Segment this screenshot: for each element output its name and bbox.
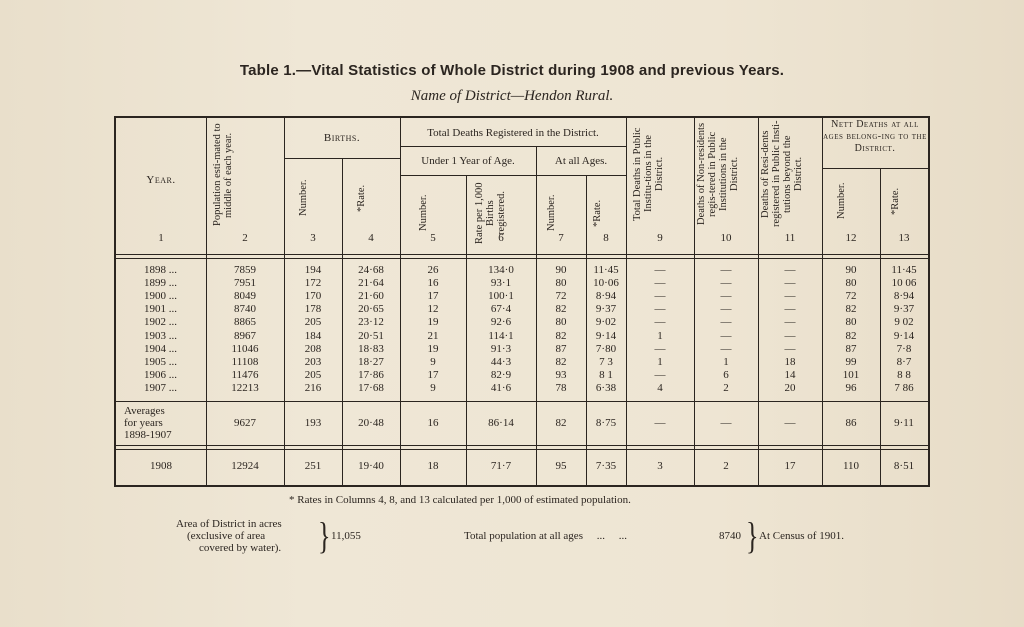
area-label-line3: covered by water). — [199, 542, 282, 554]
averages-cell: 86·14 — [488, 417, 514, 429]
table-cell: — — [720, 264, 732, 276]
table-cell: — — [784, 329, 796, 342]
table-cell: 23·12 — [358, 316, 384, 329]
column-number: 6 — [498, 232, 504, 244]
final-row-cell: 18 — [427, 460, 439, 472]
averages-cell: 8·75 — [595, 417, 617, 429]
table-cell: 8·7 — [896, 355, 912, 368]
header-births-number: Number. — [298, 179, 309, 217]
table-cell: 18·83 — [358, 342, 384, 355]
header-rule — [822, 168, 928, 169]
table-cell: 21·64 — [358, 277, 384, 290]
table-cell: 91·3 — [490, 342, 512, 355]
area-label-line2: (exclusive of area — [187, 530, 266, 542]
table-cell: 14 — [784, 368, 796, 381]
table-cell: 1 — [657, 355, 663, 368]
table-cell: 20·65 — [358, 303, 384, 316]
table-cell: 82 — [555, 355, 567, 368]
table-cell: 114·1 — [488, 329, 514, 342]
final-row-top-rule — [116, 445, 928, 446]
column-number: 11 — [784, 232, 796, 244]
row-year: 1898 ... — [144, 264, 177, 276]
table-cell: 17·68 — [358, 381, 384, 394]
table-cell: 16 — [427, 277, 439, 290]
averages-label-line3: 1898-1907 — [124, 429, 172, 441]
averages-cell: 193 — [304, 417, 322, 429]
header-bottom-rule — [116, 258, 928, 259]
table-cell: 7859 — [234, 264, 256, 276]
averages-cell: 82 — [555, 417, 567, 429]
table-cell: 9·37 — [595, 303, 617, 316]
final-row-cell: 3 — [657, 460, 663, 472]
table-cell: 8967 — [234, 329, 256, 342]
column-number: 10 — [720, 232, 732, 244]
table-cell: 80 — [845, 277, 857, 290]
table-cell: — — [784, 290, 796, 303]
table-cell: 1 — [657, 329, 663, 342]
area-value: 11,055 — [331, 530, 361, 542]
table-cell: 26 — [427, 264, 439, 276]
table-cell: — — [784, 303, 796, 316]
table-cell: 101 — [842, 368, 860, 381]
header-deaths-residents: Deaths of Resi-dents registered in Public Insti-tutions beyond the District. — [760, 120, 804, 228]
table-cell: 9·14 — [595, 329, 617, 342]
table-cell: 7 86 — [894, 381, 914, 394]
table-cell: 8 1 — [599, 368, 613, 381]
table-cell: 21·60 — [358, 290, 384, 303]
column-number: 8 — [603, 232, 609, 244]
header-rule — [400, 146, 626, 147]
header-population: Population esti-mated to middle of each year. — [212, 123, 234, 227]
header-births-rate: *Rate. — [356, 184, 367, 212]
table-cell: 12213 — [231, 381, 259, 394]
column-number: 13 — [898, 232, 910, 244]
row-year: 1901 ... — [144, 303, 177, 316]
header-total-deaths: Total Deaths Registered in the District. — [427, 127, 599, 139]
census-note: At Census of 1901. — [759, 530, 844, 542]
averages-label-line1: Averages — [124, 405, 165, 417]
table-cell: 11·45 — [891, 264, 917, 276]
averages-cell: — — [654, 417, 666, 429]
table-cell: 172 — [304, 277, 322, 290]
averages-cell: 16 — [427, 417, 439, 429]
row-year: 1905 ... — [144, 355, 177, 368]
header-year: Year. — [146, 174, 176, 186]
header-bottom-rule — [116, 254, 928, 255]
header-all-rate: *Rate. — [592, 199, 603, 227]
table-cell: 9 — [430, 355, 436, 368]
table-subtitle: Name of District—Hendon Rural. — [410, 88, 614, 104]
header-rule — [284, 158, 400, 159]
final-row-cell: 71·7 — [490, 460, 512, 472]
header-deaths-nonresidents: Deaths of Non-residents regis-tered in Public Institutions in the District. — [696, 122, 740, 226]
final-row-cell: 17 — [784, 460, 796, 472]
table-cell: 216 — [304, 381, 322, 394]
column-number: 12 — [845, 232, 857, 244]
table-cell: 17 — [427, 368, 439, 381]
table-cell: 44·3 — [490, 355, 512, 368]
column-number: 9 — [657, 232, 663, 244]
final-row-cell: 95 — [555, 460, 567, 472]
averages-cell: 86 — [845, 417, 857, 429]
table-cell: 20·51 — [358, 329, 384, 342]
vital-statistics-table — [114, 116, 930, 487]
table-cell: 18 — [784, 355, 796, 368]
header-u1-number: Number. — [418, 194, 429, 232]
table-cell: 205 — [304, 316, 322, 329]
table-cell: 6 — [723, 368, 729, 381]
header-all-number: Number. — [546, 194, 557, 232]
column-number: 3 — [310, 232, 316, 244]
table-cell: 17·86 — [358, 368, 384, 381]
population-value: 8740 — [719, 530, 741, 542]
table-cell: — — [654, 303, 666, 316]
table-cell: 208 — [304, 342, 322, 355]
table-cell: 96 — [845, 381, 857, 394]
column-number: 5 — [430, 232, 436, 244]
table-title: Table 1.—Vital Statistics of Whole District during 1908 and previous Years. — [239, 62, 785, 79]
table-cell: 67·4 — [490, 303, 512, 316]
table-cell: 20 — [784, 381, 796, 394]
table-cell: 21 — [427, 329, 439, 342]
averages-cell: 20·48 — [358, 417, 384, 429]
averages-label-line2: for years — [124, 417, 163, 429]
column-number: 4 — [368, 232, 374, 244]
table-cell: 7 3 — [599, 355, 613, 368]
table-cell: 78 — [555, 381, 567, 394]
table-cell: 87 — [845, 342, 857, 355]
row-year: 1903 ... — [144, 329, 177, 342]
final-row-cell: 110 — [842, 460, 860, 472]
header-at-all-ages: At all Ages. — [554, 155, 608, 167]
table-cell: 8·94 — [893, 290, 915, 303]
table-cell: 170 — [304, 290, 322, 303]
table-cell: 19 — [427, 342, 439, 355]
table-cell: — — [784, 316, 796, 329]
table-cell: 24·68 — [358, 264, 384, 276]
table-cell: 11·45 — [593, 264, 619, 276]
table-cell: 205 — [304, 368, 322, 381]
table-cell: — — [720, 316, 732, 329]
table-cell: 92·6 — [490, 316, 512, 329]
table-cell: — — [654, 342, 666, 355]
table-cell: 11046 — [231, 342, 259, 355]
table-cell: — — [784, 264, 796, 276]
final-row-cell: 12924 — [231, 460, 259, 472]
table-cell: 17 — [427, 290, 439, 303]
table-cell: 184 — [304, 329, 322, 342]
table-cell: — — [654, 368, 666, 381]
table-cell: 8 8 — [897, 368, 911, 381]
table-cell: 9 — [430, 381, 436, 394]
table-cell: 93·1 — [490, 277, 512, 290]
table-cell: 72 — [555, 290, 567, 303]
table-cell: 4 — [657, 381, 663, 394]
table-cell: 10·06 — [593, 277, 619, 290]
table-cell: 41·6 — [490, 381, 512, 394]
table-cell: 9·14 — [893, 329, 915, 342]
table-cell: 6·38 — [595, 381, 617, 394]
table-cell: 7·8 — [896, 342, 912, 355]
final-row-cell: 251 — [304, 460, 322, 472]
table-cell: 90 — [845, 264, 857, 276]
header-under-1: Under 1 Year of Age. — [421, 155, 515, 167]
table-cell: 7951 — [234, 277, 256, 290]
column-number: 1 — [158, 232, 164, 244]
column-number: 7 — [558, 232, 564, 244]
table-cell: — — [720, 290, 732, 303]
final-row-cell: 19·40 — [358, 460, 384, 472]
table-cell: — — [654, 264, 666, 276]
final-row-cell: 7·35 — [595, 460, 617, 472]
table-cell: 82 — [555, 329, 567, 342]
table-cell: 11476 — [231, 368, 259, 381]
table-cell: 11108 — [231, 355, 259, 368]
table-cell: 9 02 — [894, 316, 914, 329]
table-cell: 194 — [304, 264, 322, 276]
table-cell: 8·94 — [595, 290, 617, 303]
table-cell: — — [654, 290, 666, 303]
table-cell: 100·1 — [488, 290, 514, 303]
table-cell: — — [720, 277, 732, 290]
population-brace: } — [746, 515, 759, 558]
table-cell: 82 — [845, 329, 857, 342]
table-cell: 8865 — [234, 316, 256, 329]
table-cell: — — [720, 329, 732, 342]
row-year: 1907 ... — [144, 381, 177, 394]
area-brace: } — [318, 515, 331, 558]
table-cell: 19 — [427, 316, 439, 329]
table-cell: 134·0 — [488, 264, 514, 276]
table-cell: 178 — [304, 303, 322, 316]
header-nett-number: Number. — [836, 182, 847, 220]
table-cell: 80 — [555, 316, 567, 329]
header-deaths-public: Total Deaths in Public Institu-tions in the District. — [632, 127, 665, 221]
final-row-cell: 2 — [723, 460, 729, 472]
table-cell: 80 — [845, 316, 857, 329]
table-cell: 99 — [845, 355, 857, 368]
table-cell: — — [654, 277, 666, 290]
table-cell: 7·80 — [595, 342, 617, 355]
table-cell: 80 — [555, 277, 567, 290]
table-cell: 90 — [555, 264, 567, 276]
averages-cell: — — [784, 417, 796, 429]
row-year: 1904 ... — [144, 342, 177, 355]
table-cell: — — [784, 342, 796, 355]
averages-cell: 9·11 — [894, 417, 914, 429]
row-year: 1899 ... — [144, 277, 177, 290]
averages-cell: — — [720, 417, 732, 429]
table-cell: 9·37 — [893, 303, 915, 316]
header-nett-deaths: Nett Deaths at all ages belong-ing to the District. — [823, 119, 927, 154]
area-label-line1: Area of District in acres — [176, 518, 282, 530]
table-cell: 82·9 — [490, 368, 512, 381]
header-births: Births. — [323, 132, 361, 144]
table-cell: 72 — [845, 290, 857, 303]
table-cell: 203 — [304, 355, 322, 368]
row-year: 1906 ... — [144, 368, 177, 381]
row-year: 1900 ... — [144, 290, 177, 303]
averages-top-rule — [116, 401, 928, 402]
table-cell: 87 — [555, 342, 567, 355]
table-cell: — — [654, 316, 666, 329]
table-cell: 18·27 — [358, 355, 384, 368]
final-row-top-rule — [116, 449, 928, 450]
table-cell: 82 — [845, 303, 857, 316]
table-cell: 1 — [723, 355, 729, 368]
averages-cell: 9627 — [234, 417, 256, 429]
table-cell: 10 06 — [891, 277, 917, 290]
table-cell: 8049 — [234, 290, 256, 303]
column-number: 2 — [242, 232, 248, 244]
population-label: Total population at all ages ... ... — [464, 530, 627, 542]
table-cell: — — [720, 342, 732, 355]
row-year: 1902 ... — [144, 316, 177, 329]
header-u1-rate: Rate per 1,000 Births registered. — [474, 182, 507, 244]
table-cell: 2 — [723, 381, 729, 394]
final-row-cell: 8·51 — [893, 460, 915, 472]
table-cell: 12 — [427, 303, 439, 316]
final-row-cell: 1908 — [150, 460, 172, 472]
footnote: * Rates in Columns 4, 8, and 13 calculated per 1,000 of estimated population. — [289, 494, 631, 506]
header-rule — [400, 175, 626, 176]
header-nett-rate: *Rate. — [890, 187, 901, 215]
table-cell: — — [784, 277, 796, 290]
table-cell: 9·02 — [595, 316, 617, 329]
table-cell: — — [720, 303, 732, 316]
table-cell: 8740 — [234, 303, 256, 316]
table-cell: 82 — [555, 303, 567, 316]
table-cell: 93 — [555, 368, 567, 381]
